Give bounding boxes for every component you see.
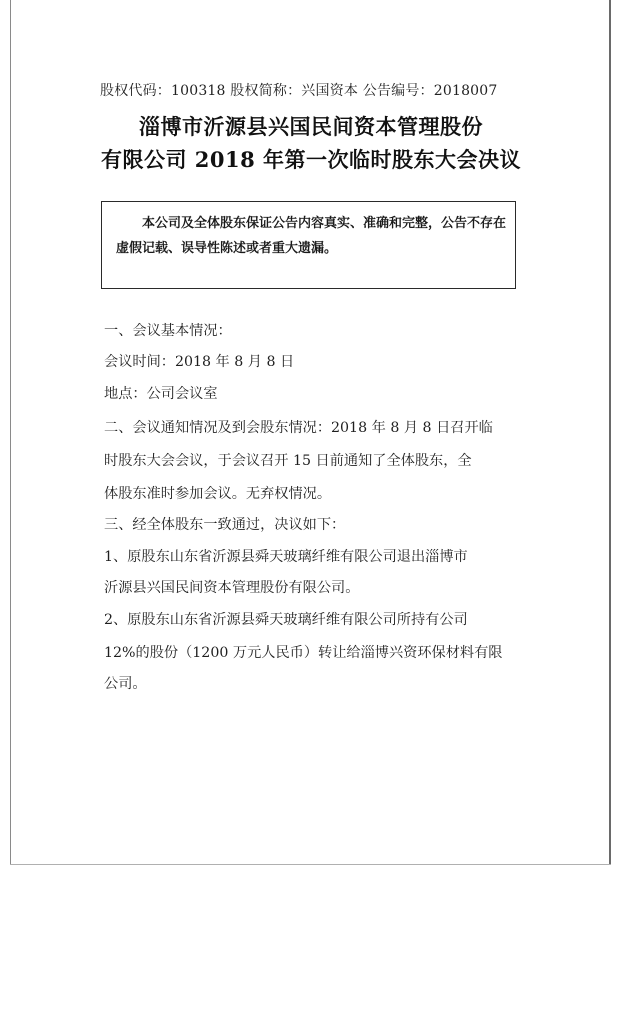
resolution-2-line-1: 2、原股东山东省沂源县舜天玻璃纤维有限公司所持有公司: [104, 612, 468, 628]
stock-code-line: 股权代码：100318 股权简称：兴国资本 公告编号：2018007: [100, 83, 498, 99]
meeting-time: 会议时间：2018 年 8 月 8 日: [104, 354, 295, 370]
disclaimer-box: [101, 201, 516, 289]
document-title-line-2: 有限公司 2018 年第一次临时股东大会决议: [100, 147, 522, 172]
document-title-line-1: 淄博市沂源县兴国民间资本管理股份: [139, 114, 483, 139]
section-heading-resolutions: 三、经全体股东一致通过，决议如下：: [104, 517, 346, 533]
meeting-location: 地点：公司会议室: [104, 386, 218, 402]
scan-edge-bottom: [10, 864, 611, 865]
resolution-2-line-2: 12%的股份（1200 万元人民币）转让给淄博兴资环保材料有限: [104, 645, 503, 661]
notice-attendance-line-2: 时股东大会会议，于会议召开 15 日前通知了全体股东，全: [104, 453, 472, 469]
notice-attendance-line-1: 二、会议通知情况及到会股东情况：2018 年 8 月 8 日召开临: [104, 420, 493, 436]
resolution-2-line-3: 公司。: [104, 676, 147, 692]
disclaimer-text: 本公司及全体股东保证公告内容真实、准确和完整，公告不存在虚假记载、误导性陈述或者重大遗漏。: [116, 216, 507, 256]
resolution-1-line-1: 1、原股东山东省沂源县舜天玻璃纤维有限公司退出淄博市: [104, 549, 468, 565]
section-heading-meeting-info: 一、会议基本情况：: [104, 323, 232, 339]
notice-attendance-line-3: 体股东准时参加会议。无弃权情况。: [104, 486, 332, 502]
resolution-1-line-2: 沂源县兴国民间资本管理股份有限公司。: [104, 580, 360, 596]
